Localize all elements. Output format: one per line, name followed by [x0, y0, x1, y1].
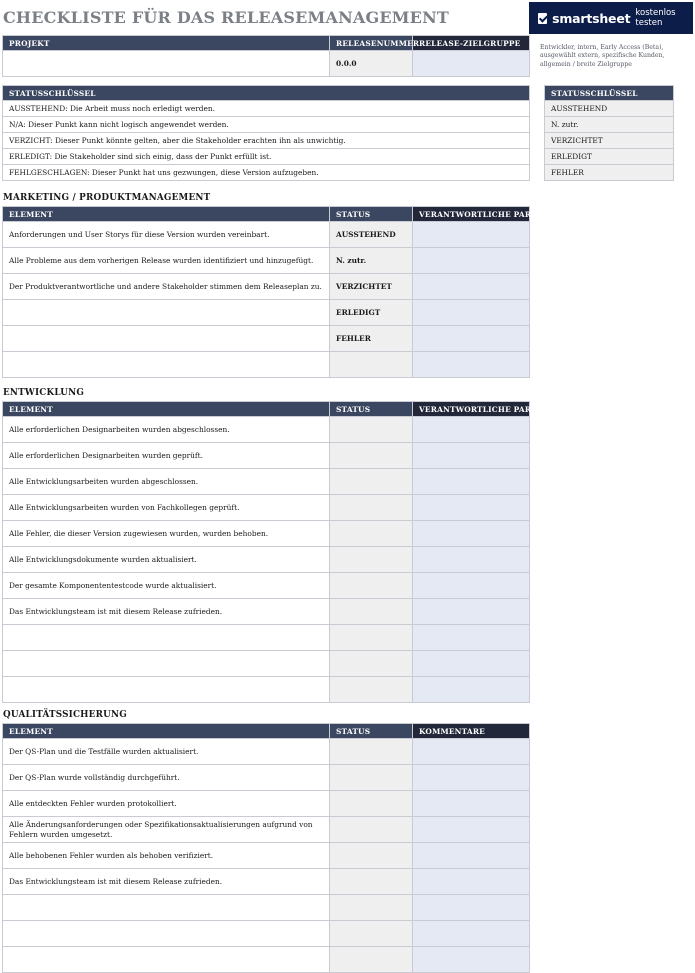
comment-cell[interactable] [413, 765, 530, 791]
element-cell[interactable] [3, 895, 330, 921]
element-cell[interactable]: Alle Entwicklungsarbeiten wurden abgeschlossen. [3, 469, 330, 495]
element-cell[interactable] [3, 651, 330, 677]
element-cell[interactable]: Alle Entwicklungsdokumente wurden aktualisiert. [3, 547, 330, 573]
element-cell[interactable]: Alle Änderungsanforderungen oder Spezifikationsaktualisierungen aufgrund von Fehlern wurden umgesetzt. [3, 817, 330, 843]
party-cell[interactable] [413, 599, 530, 625]
status-cell[interactable] [330, 817, 413, 843]
party-cell[interactable] [413, 222, 530, 248]
party-cell[interactable] [413, 248, 530, 274]
table-row [3, 300, 530, 326]
status-cell[interactable] [330, 869, 413, 895]
development-table [2, 401, 547, 703]
status-cell[interactable] [330, 417, 413, 443]
party-cell[interactable] [413, 573, 530, 599]
col-status: STATUS [330, 402, 413, 417]
element-cell[interactable]: Der Produktverantwortliche und andere Stakeholder stimmen dem Releaseplan zu. [3, 274, 330, 300]
table-row [3, 222, 530, 248]
status-cell[interactable] [330, 843, 413, 869]
status-cell[interactable]: AUSSTEHEND [330, 222, 413, 248]
table-row [3, 895, 530, 921]
party-cell[interactable] [413, 274, 530, 300]
col-status: STATUS [330, 207, 413, 222]
side-status-option: AUSSTEHEND [545, 101, 674, 117]
table-row [3, 495, 530, 521]
status-cell[interactable] [330, 443, 413, 469]
party-cell[interactable] [413, 417, 530, 443]
col-element: ELEMENT [3, 207, 330, 222]
status-cell[interactable] [330, 495, 413, 521]
status-cell[interactable]: ERLEDIGT [330, 300, 413, 326]
comment-cell[interactable] [413, 791, 530, 817]
table-row [3, 417, 530, 443]
side-status-option: FEHLER [545, 165, 674, 181]
release-number-field[interactable]: 0.0.0 [330, 51, 413, 77]
status-cell[interactable]: VERZICHTET [330, 274, 413, 300]
party-cell[interactable] [413, 352, 530, 378]
element-cell[interactable] [3, 921, 330, 947]
table-row [3, 791, 530, 817]
party-cell[interactable] [413, 495, 530, 521]
table-row [3, 765, 530, 791]
status-cell[interactable] [330, 625, 413, 651]
party-cell[interactable] [413, 625, 530, 651]
brand-name: smartsheet [552, 10, 631, 26]
section-title-marketing: MARKETING / PRODUKTMANAGEMENT [3, 193, 211, 203]
status-cell[interactable] [330, 547, 413, 573]
party-cell[interactable] [413, 443, 530, 469]
element-cell[interactable] [3, 352, 330, 378]
table-row [3, 443, 530, 469]
element-cell[interactable] [3, 625, 330, 651]
smartsheet-trial-banner[interactable] [529, 2, 693, 34]
status-cell[interactable] [330, 469, 413, 495]
side-status-key-table [544, 85, 674, 181]
status-key-table [2, 85, 530, 181]
element-cell[interactable]: Alle behobenen Fehler wurden als behoben verifiziert. [3, 843, 330, 869]
comment-cell[interactable] [413, 947, 530, 973]
status-cell[interactable] [330, 921, 413, 947]
col-element: ELEMENT [3, 724, 330, 739]
comment-cell[interactable] [413, 895, 530, 921]
element-cell[interactable]: Alle Fehler, die dieser Version zugewiesen wurden, wurden behoben. [3, 521, 330, 547]
comment-cell[interactable] [413, 843, 530, 869]
element-cell[interactable]: Alle erforderlichen Designarbeiten wurden geprüft. [3, 443, 330, 469]
qa-table [2, 723, 530, 973]
col-responsible-party: VERANTWORTLICHE PARTEI [413, 402, 530, 417]
table-row [3, 651, 530, 677]
comment-cell[interactable] [413, 739, 530, 765]
party-cell[interactable] [413, 677, 530, 703]
status-cell[interactable] [330, 521, 413, 547]
col-responsible-party: VERANTWORTLICHE PARTEI [413, 207, 530, 222]
element-cell[interactable]: Das Entwicklungsteam ist mit diesem Release zufrieden. [3, 599, 330, 625]
table-row [3, 921, 530, 947]
side-status-key-header: STATUSSCHLÜSSEL [545, 86, 674, 101]
status-cell[interactable] [330, 739, 413, 765]
col-target-group: RELEASE-ZIELGRUPPE [413, 36, 530, 51]
party-cell[interactable] [413, 547, 530, 573]
table-row [3, 677, 530, 703]
table-row [3, 521, 530, 547]
section-title-development: ENTWICKLUNG [3, 388, 85, 398]
table-row [3, 739, 530, 765]
col-project: PROJEKT [3, 36, 330, 51]
party-cell[interactable] [413, 326, 530, 352]
status-cell[interactable]: FEHLER [330, 326, 413, 352]
table-row [3, 547, 530, 573]
element-cell[interactable]: Der QS-Plan wurde vollständig durchgeführt. [3, 765, 330, 791]
col-release-number: RELEASENUMMER [330, 36, 413, 51]
status-cell[interactable] [330, 947, 413, 973]
smartsheet-logo-icon [538, 13, 547, 24]
page-title: CHECKLISTE FÜR DAS RELEASEMANAGEMENT [3, 8, 450, 27]
status-key-item: FEHLGESCHLAGEN: Dieser Punkt hat uns gezwungen, diese Version aufzugeben. [3, 165, 530, 181]
status-cell[interactable] [330, 765, 413, 791]
target-group-note: Entwickler, intern, Early Access (Beta), ausgewählt extern, spezifische Kunden, allgemein / breite Zielgruppe [540, 44, 665, 68]
status-cell[interactable] [330, 352, 413, 378]
status-cell[interactable] [330, 573, 413, 599]
table-row [3, 625, 530, 651]
element-cell[interactable]: Anforderungen und User Storys für diese Version wurden vereinbart. [3, 222, 330, 248]
table-row [3, 599, 530, 625]
status-cell[interactable]: N. zutr. [330, 248, 413, 274]
element-cell[interactable]: Alle entdeckten Fehler wurden protokolliert. [3, 791, 330, 817]
target-group-field[interactable] [413, 51, 530, 77]
side-status-option: ERLEDIGT [545, 149, 674, 165]
table-row [3, 274, 530, 300]
element-cell[interactable]: Der QS-Plan und die Testfälle wurden aktualisiert. [3, 739, 330, 765]
party-cell[interactable] [413, 469, 530, 495]
project-field[interactable] [3, 51, 330, 77]
side-status-option: VERZICHTET [545, 133, 674, 149]
table-row [3, 947, 530, 973]
status-cell[interactable] [330, 895, 413, 921]
party-cell[interactable] [413, 300, 530, 326]
element-cell[interactable]: Das Entwicklungsteam ist mit diesem Release zufrieden. [3, 869, 330, 895]
element-cell[interactable] [3, 677, 330, 703]
element-cell[interactable] [3, 326, 330, 352]
party-cell[interactable] [413, 651, 530, 677]
comment-cell[interactable] [413, 869, 530, 895]
col-element: ELEMENT [3, 402, 330, 417]
party-cell[interactable] [413, 521, 530, 547]
col-comments: KOMMENTARE [413, 724, 530, 739]
element-cell[interactable]: Alle Probleme aus dem vorherigen Release wurden identifiziert und hinzugefügt. [3, 248, 330, 274]
table-row [3, 869, 530, 895]
table-row [3, 352, 530, 378]
table-row [3, 469, 530, 495]
project-table [2, 35, 530, 77]
col-status: STATUS [330, 724, 413, 739]
table-row [3, 248, 530, 274]
side-status-option: N. zutr. [545, 117, 674, 133]
element-cell[interactable] [3, 300, 330, 326]
section-title-qa: QUALITÄTSSICHERUNG [3, 710, 127, 720]
status-cell[interactable] [330, 791, 413, 817]
status-key-item: N/A: Dieser Punkt kann nicht logisch angewendet werden. [3, 117, 530, 133]
status-key-item: AUSSTEHEND: Die Arbeit muss noch erledigt werden. [3, 101, 530, 117]
element-cell[interactable]: Alle erforderlichen Designarbeiten wurden abgeschlossen. [3, 417, 330, 443]
comment-cell[interactable] [413, 817, 530, 843]
table-row [3, 817, 530, 843]
element-cell[interactable]: Der gesamte Komponententestcode wurde aktualisiert. [3, 573, 330, 599]
status-cell[interactable] [330, 599, 413, 625]
element-cell[interactable]: Alle Entwicklungsarbeiten wurden von Fachkollegen geprüft. [3, 495, 330, 521]
marketing-table [2, 206, 547, 378]
trial-link[interactable]: kostenlos testen [635, 8, 676, 28]
table-row [3, 843, 530, 869]
status-key-item: ERLEDIGT: Die Stakeholder sind sich einig, dass der Punkt erfüllt ist. [3, 149, 530, 165]
element-cell[interactable] [3, 947, 330, 973]
status-key-header: STATUSSCHLÜSSEL [3, 86, 530, 101]
status-cell[interactable] [330, 651, 413, 677]
status-key-item: VERZICHT: Dieser Punkt könnte gelten, aber die Stakeholder erachten ihn als unwichtig. [3, 133, 530, 149]
comment-cell[interactable] [413, 921, 530, 947]
status-cell[interactable] [330, 677, 413, 703]
table-row [3, 573, 530, 599]
table-row [3, 326, 530, 352]
